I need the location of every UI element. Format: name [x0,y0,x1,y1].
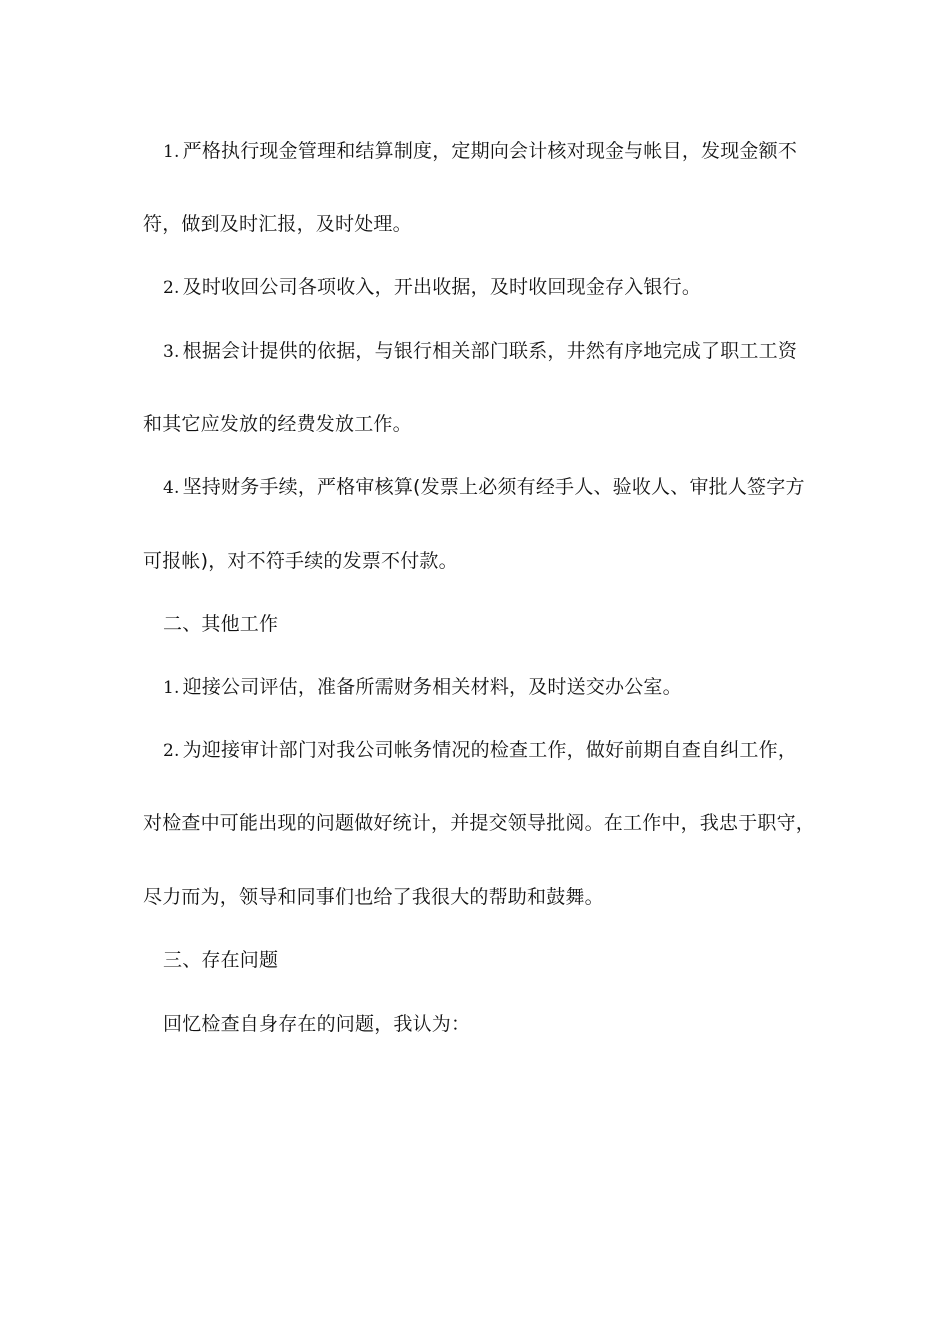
item-number: 4. [163,478,180,498]
line-text: 根据会计提供的依据，与银行相关部门联系，井然有序地完成了职工工资 [182,340,798,362]
paragraph-line [143,211,412,237]
line-text: 回忆检查自身存在的问题，我认为： [163,1013,471,1035]
paragraph-line [163,1011,470,1037]
paragraph-line [163,274,701,301]
line-text: 严格执行现金管理和结算制度，定期向会计核对现金与帐目，发现金额不 [182,140,798,162]
paragraph-line [163,338,797,365]
line-text: 及时收回公司各项收入，开出收据，及时收回现金存入银行。 [182,276,702,298]
line-text: 对检查中可能出现的问题做好统计，并提交领导批阅。在工作中，我忠于职守， [143,812,816,834]
section-heading [163,947,278,973]
heading-text: 二、其他工作 [163,613,279,635]
item-number: 2. [163,278,180,298]
line-text: 坚持财务手续，严格审核算(发票上必须有经手人、验收人、审批人签字方 [182,476,805,498]
heading-text: 三、存在问题 [163,949,279,971]
paragraph-line [163,737,797,764]
line-text: 尽力而为，领导和同事们也给了我很大的帮助和鼓舞。 [143,886,604,908]
line-text: 和其它应发放的经费发放工作。 [143,413,412,435]
line-text: 可报帐)，对不符手续的发票不付款。 [143,550,458,572]
section-heading [163,611,278,637]
item-number: 1. [163,142,180,162]
paragraph-line [143,411,412,437]
paragraph-line [163,474,805,501]
paragraph-line [143,884,604,910]
item-number: 3. [163,342,180,362]
item-number: 2. [163,741,180,761]
paragraph-line [143,810,815,836]
item-number: 1. [163,678,180,698]
paragraph-line [143,548,458,574]
paragraph-line [163,674,682,701]
line-text: 符，做到及时汇报，及时处理。 [143,213,412,235]
paragraph-line [163,138,797,165]
line-text: 为迎接审计部门对我公司帐务情况的检查工作，做好前期自查自纠工作， [182,739,798,761]
line-text: 迎接公司评估，准备所需财务相关材料，及时送交办公室。 [182,676,682,698]
